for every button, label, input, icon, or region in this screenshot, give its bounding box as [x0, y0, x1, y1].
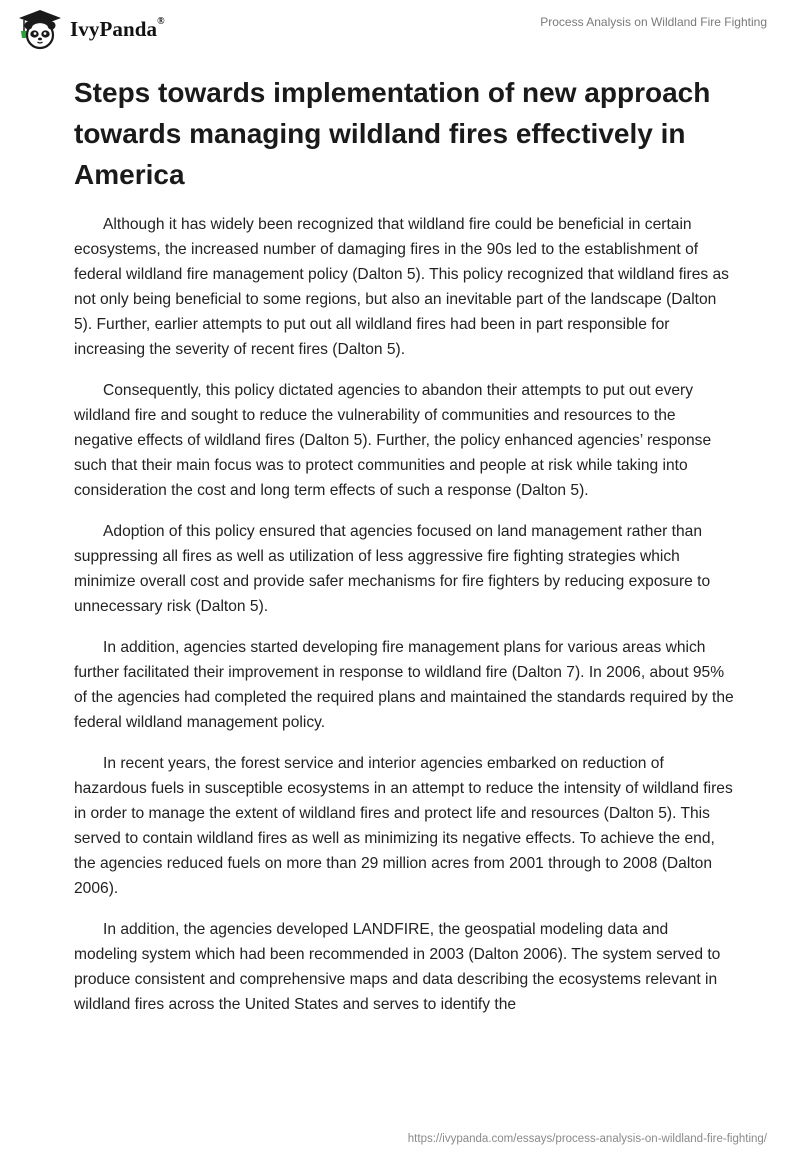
paragraph: Although it has widely been recognized that wildland fire could be beneficial in certain ecosystems, the increased number of damaging fires in the 90s led to the establishment of federal wildland fire management policy (Dalton 5). This policy recognized that wildland fires as not only being beneficial to some regions, but also an inevitable part of the landscape (Dalton 5). Further, earlier attempts to put out all wildland fires had been in part responsible for increasing the severity of recent fires (Dalton 5). [74, 216, 729, 358]
logo-wordmark: IvyPanda® [70, 15, 165, 41]
paragraph: In recent years, the forest service and interior agencies embarked on reduction of hazardous fuels in susceptible ecosystems in an attempt to reduce the intensity of wildland fires in order to manage the extent of wildland fires and protect life and resources (Dalton 5). This served to contain wildland fires as well as minimizing its negative effects. To achieve the end, the agencies reduced fuels on more than 29 million acres from 2001 through to 2008 (Dalton 2006). [74, 755, 733, 897]
paragraph: In addition, agencies started developing fire management plans for various areas which further facilitated their improvement in response to wildland fire (Dalton 7). In 2006, about 95% of the agencies had completed the required plans and maintained the standards required by the federal wildland management policy. [74, 639, 734, 731]
document-title: Process Analysis on Wildland Fire Fighting [540, 15, 767, 29]
paragraph: Adoption of this policy ensured that agencies focused on land management rather than suppressing all fires as well as utilization of less aggressive fire fighting strategies which minimize overall cost and provide safer mechanisms for fire fighters by reducing exposure to unnecessary risk (Dalton 5). [74, 523, 711, 615]
article-body [74, 212, 734, 1033]
ivypanda-logo[interactable] [15, 8, 165, 50]
page-title: Steps towards implementation of new approach towards managing wildland fires effectively in America [74, 77, 711, 190]
page-header [0, 0, 800, 60]
panda-graduate-icon [15, 8, 65, 50]
paragraph: In addition, the agencies developed LANDFIRE, the geospatial modeling data and modeling system which had been recommended in 2003 (Dalton 2006). The system served to produce consistent and comprehensive maps and data describing the ecosystems relevant in wildland fires across the United States and serves to identify the [74, 921, 721, 1013]
paragraph: Consequently, this policy dictated agencies to abandon their attempts to put out every wildland fire and sought to reduce the vulnerability of communities and resources to the negative effects of wildland fires (Dalton 5). Further, the policy enhanced agencies’ response such that their main focus was to protect communities and people at risk while taking into consideration the cost and long term effects of such a response (Dalton 5). [74, 382, 712, 499]
footer-url[interactable]: https://ivypanda.com/essays/process-analysis-on-wildland-fire-fighting/ [407, 1133, 767, 1145]
